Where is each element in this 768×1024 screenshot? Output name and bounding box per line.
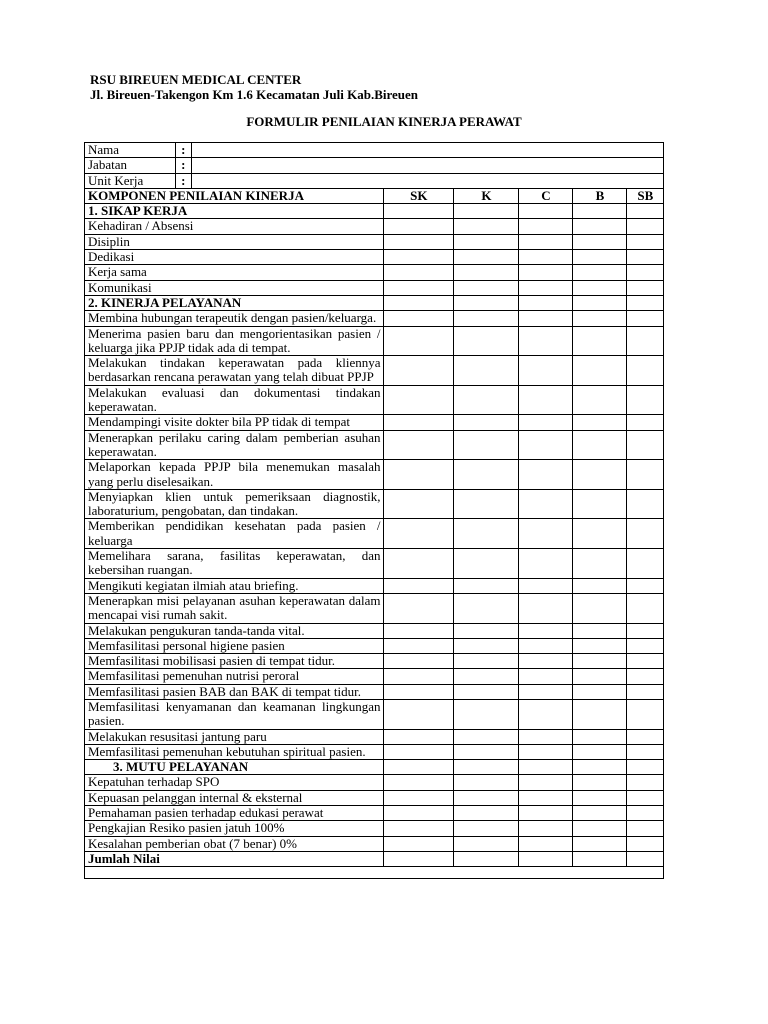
criteria-row (85, 578, 664, 593)
score-cell-c[interactable] (518, 549, 572, 579)
score-cell-b[interactable] (573, 729, 626, 744)
identity-row-unit-kerja (85, 173, 664, 188)
score-cell-sk[interactable] (383, 851, 454, 866)
score-cell-sk[interactable] (383, 234, 454, 249)
criteria-label: Pemahaman pasien terhadap edukasi perawat (85, 806, 384, 821)
score-cell-b[interactable] (573, 744, 626, 759)
score-cell-sb[interactable] (626, 821, 663, 836)
score-cell-c[interactable] (518, 821, 572, 836)
criteria-row (85, 234, 664, 249)
score-cell-sb[interactable] (626, 415, 663, 430)
score-cell-c[interactable] (518, 311, 572, 326)
score-cell-sb[interactable] (626, 684, 663, 699)
score-cell-sb[interactable] (626, 385, 663, 415)
criteria-label: Memfasilitasi kenyamanan dan keamanan lingkungan pasien. (85, 699, 384, 729)
identity-row-jabatan (85, 158, 664, 173)
score-cell-sk[interactable] (383, 326, 454, 356)
score-cell-sk[interactable] (383, 489, 454, 519)
criteria-row (85, 669, 664, 684)
section-row (85, 760, 664, 775)
score-cell-k[interactable] (454, 851, 519, 866)
grade-header-sb: SB (626, 188, 663, 203)
score-cell-k[interactable] (454, 250, 519, 265)
score-cell-sk[interactable] (383, 775, 454, 790)
score-cell-sb[interactable] (626, 489, 663, 519)
criteria-label: Memfasilitasi personal higiene pasien (85, 638, 384, 653)
grade-header-k: K (454, 188, 519, 203)
criteria-row (85, 385, 664, 415)
score-cell-k[interactable] (454, 821, 519, 836)
score-cell-k[interactable] (454, 775, 519, 790)
score-cell-k[interactable] (454, 578, 519, 593)
criteria-label: Kepuasan pelanggan internal & eksternal (85, 790, 384, 805)
score-cell-b[interactable] (573, 806, 626, 821)
identity-label: Jabatan (85, 158, 176, 173)
criteria-label: Mengikuti kegiatan ilmiah atau briefing. (85, 578, 384, 593)
score-cell-k[interactable] (454, 836, 519, 851)
score-cell-sk[interactable] (383, 623, 454, 638)
section-title: 3. MUTU PELAYANAN (85, 760, 384, 775)
score-cell-sb[interactable] (626, 851, 663, 866)
score-cell-c[interactable] (518, 669, 572, 684)
score-cell-sk[interactable] (383, 385, 454, 415)
criteria-label: Melakukan tindakan keperawatan pada kliennya berdasarkan rencana perawatan yang telah dibuat PPJP (85, 356, 384, 386)
score-cell-sk[interactable] (383, 311, 454, 326)
score-cell-sb[interactable] (626, 519, 663, 549)
score-cell-sb[interactable] (626, 760, 663, 775)
score-cell-c[interactable] (518, 638, 572, 653)
score-cell-b[interactable] (573, 311, 626, 326)
score-cell-sk[interactable] (383, 219, 454, 234)
score-cell-c[interactable] (518, 295, 572, 310)
score-cell-sb[interactable] (626, 623, 663, 638)
score-cell-b[interactable] (573, 234, 626, 249)
score-cell-sb[interactable] (626, 265, 663, 280)
score-cell-c[interactable] (518, 265, 572, 280)
score-cell-sb[interactable] (626, 729, 663, 744)
criteria-label: Kehadiran / Absensi (85, 219, 384, 234)
score-cell-sk[interactable] (383, 669, 454, 684)
score-cell-k[interactable] (454, 356, 519, 386)
criteria-label: Memfasilitasi pemenuhan nutrisi peroral (85, 669, 384, 684)
score-cell-c[interactable] (518, 460, 572, 490)
score-cell-k[interactable] (454, 623, 519, 638)
score-cell-k[interactable] (454, 549, 519, 579)
score-cell-b[interactable] (573, 851, 626, 866)
score-cell-c[interactable] (518, 234, 572, 249)
section-row (85, 295, 664, 310)
criteria-label: Melakukan resusitasi jantung paru (85, 729, 384, 744)
criteria-row (85, 654, 664, 669)
score-cell-sb[interactable] (626, 836, 663, 851)
score-cell-b[interactable] (573, 760, 626, 775)
score-cell-c[interactable] (518, 744, 572, 759)
score-cell-sk[interactable] (383, 356, 454, 386)
score-cell-b[interactable] (573, 489, 626, 519)
score-cell-k[interactable] (454, 684, 519, 699)
score-cell-b[interactable] (573, 430, 626, 460)
score-cell-sb[interactable] (626, 250, 663, 265)
criteria-row (85, 593, 664, 623)
criteria-label: Kerja sama (85, 265, 384, 280)
score-cell-sk[interactable] (383, 821, 454, 836)
score-cell-b[interactable] (573, 669, 626, 684)
form-title: FORMULIR PENILAIAN KINERJA PERAWAT (246, 114, 522, 129)
assessment-table-body (85, 143, 664, 879)
score-cell-k[interactable] (454, 430, 519, 460)
score-cell-b[interactable] (573, 415, 626, 430)
score-cell-b[interactable] (573, 821, 626, 836)
score-cell-b[interactable] (573, 699, 626, 729)
score-cell-c[interactable] (518, 430, 572, 460)
score-cell-c[interactable] (518, 790, 572, 805)
criteria-row (85, 684, 664, 699)
criteria-label: Memfasilitasi mobilisasi pasien di tempat tidur. (85, 654, 384, 669)
score-cell-c[interactable] (518, 851, 572, 866)
criteria-row (85, 250, 664, 265)
identity-colon: : (175, 143, 191, 158)
criteria-row (85, 489, 664, 519)
score-cell-k[interactable] (454, 219, 519, 234)
criteria-label: Memfasilitasi pemenuhan kebutuhan spiritual pasien. (85, 744, 384, 759)
identity-colon: : (175, 173, 191, 188)
criteria-label: Melaporkan kepada PPJP bila menemukan masalah yang perlu diselesaikan. (85, 460, 384, 490)
criteria-row (85, 460, 664, 490)
score-cell-sk[interactable] (383, 790, 454, 805)
score-cell-k[interactable] (454, 699, 519, 729)
score-cell-k[interactable] (454, 311, 519, 326)
score-cell-b[interactable] (573, 836, 626, 851)
identity-label: Nama (85, 143, 176, 158)
score-cell-k[interactable] (454, 385, 519, 415)
score-cell-c[interactable] (518, 280, 572, 295)
hospital-address: Jl. Bireuen-Takengon Km 1.6 Kecamatan Juli Kab.Bireuen (90, 87, 419, 102)
score-cell-sk[interactable] (383, 549, 454, 579)
criteria-row (85, 356, 664, 386)
identity-row-nama (85, 143, 664, 158)
score-cell-c[interactable] (518, 415, 572, 430)
score-cell-sk[interactable] (383, 836, 454, 851)
score-cell-sk[interactable] (383, 654, 454, 669)
score-cell-b[interactable] (573, 623, 626, 638)
score-cell-sk[interactable] (383, 415, 454, 430)
total-label: Jumlah Nilai (85, 851, 384, 866)
score-cell-k[interactable] (454, 326, 519, 356)
score-cell-c[interactable] (518, 326, 572, 356)
criteria-label: Membina hubungan terapeutik dengan pasien/keluarga. (85, 311, 384, 326)
score-cell-sk[interactable] (383, 744, 454, 759)
score-cell-b[interactable] (573, 204, 626, 219)
score-cell-sk[interactable] (383, 699, 454, 729)
score-cell-c[interactable] (518, 775, 572, 790)
score-cell-sb[interactable] (626, 219, 663, 234)
score-cell-sb[interactable] (626, 638, 663, 653)
score-cell-c[interactable] (518, 806, 572, 821)
score-cell-c[interactable] (518, 219, 572, 234)
criteria-label: Menerima pasien baru dan mengorientasikan pasien / keluarga jika PPJP tidak ada di tempat. (85, 326, 384, 356)
criteria-row (85, 775, 664, 790)
criteria-label: Memelihara sarana, fasilitas keperawatan, dan kebersihan ruangan. (85, 549, 384, 579)
component-header: KOMPONEN PENILAIAN KINERJA (85, 188, 384, 203)
criteria-row (85, 623, 664, 638)
score-cell-sb[interactable] (626, 744, 663, 759)
score-cell-k[interactable] (454, 489, 519, 519)
score-cell-sk[interactable] (383, 578, 454, 593)
score-cell-sb[interactable] (626, 280, 663, 295)
score-cell-k[interactable] (454, 760, 519, 775)
score-cell-c[interactable] (518, 654, 572, 669)
score-cell-b[interactable] (573, 578, 626, 593)
criteria-label: Melakukan evaluasi dan dokumentasi tindakan keperawatan. (85, 385, 384, 415)
blank-row (85, 867, 664, 879)
score-cell-sb[interactable] (626, 669, 663, 684)
score-cell-sk[interactable] (383, 760, 454, 775)
score-cell-sb[interactable] (626, 593, 663, 623)
score-cell-sb[interactable] (626, 460, 663, 490)
score-cell-b[interactable] (573, 250, 626, 265)
score-cell-k[interactable] (454, 204, 519, 219)
score-cell-sb[interactable] (626, 234, 663, 249)
score-cell-c[interactable] (518, 729, 572, 744)
score-cell-k[interactable] (454, 669, 519, 684)
score-cell-c[interactable] (518, 623, 572, 638)
score-cell-sk[interactable] (383, 250, 454, 265)
score-cell-b[interactable] (573, 460, 626, 490)
jabatan-field[interactable] (191, 158, 663, 173)
score-cell-c[interactable] (518, 519, 572, 549)
identity-label: Unit Kerja (85, 173, 176, 188)
criteria-row (85, 744, 664, 759)
score-cell-b[interactable] (573, 593, 626, 623)
score-cell-b[interactable] (573, 326, 626, 356)
criteria-label: Komunikasi (85, 280, 384, 295)
criteria-row (85, 265, 664, 280)
criteria-row (85, 430, 664, 460)
score-cell-sk[interactable] (383, 638, 454, 653)
nama-field[interactable] (191, 143, 663, 158)
score-cell-k[interactable] (454, 519, 519, 549)
score-cell-sb[interactable] (626, 356, 663, 386)
grade-header-b: B (573, 188, 626, 203)
criteria-label: Memfasilitasi pasien BAB dan BAK di tempat tidur. (85, 684, 384, 699)
criteria-row (85, 729, 664, 744)
score-cell-b[interactable] (573, 385, 626, 415)
score-cell-sb[interactable] (626, 549, 663, 579)
score-cell-b[interactable] (573, 219, 626, 234)
score-cell-sb[interactable] (626, 326, 663, 356)
score-cell-b[interactable] (573, 549, 626, 579)
criteria-row (85, 280, 664, 295)
score-cell-sk[interactable] (383, 265, 454, 280)
score-cell-c[interactable] (518, 250, 572, 265)
score-cell-sk[interactable] (383, 519, 454, 549)
criteria-label: Melakukan pengukuran tanda-tanda vital. (85, 623, 384, 638)
criteria-label: Memberikan pendidikan kesehatan pada pasien / keluarga (85, 519, 384, 549)
criteria-row (85, 638, 664, 653)
score-cell-c[interactable] (518, 760, 572, 775)
score-cell-k[interactable] (454, 280, 519, 295)
score-cell-sb[interactable] (626, 578, 663, 593)
score-cell-sb[interactable] (626, 775, 663, 790)
score-cell-k[interactable] (454, 415, 519, 430)
score-cell-sb[interactable] (626, 311, 663, 326)
score-cell-c[interactable] (518, 684, 572, 699)
section-title: 2. KINERJA PELAYANAN (85, 295, 384, 310)
score-cell-c[interactable] (518, 385, 572, 415)
unit-kerja-field[interactable] (191, 173, 663, 188)
score-cell-c[interactable] (518, 489, 572, 519)
score-cell-k[interactable] (454, 593, 519, 623)
score-cell-sk[interactable] (383, 460, 454, 490)
blank-cell (85, 867, 664, 879)
score-cell-k[interactable] (454, 638, 519, 653)
criteria-row (85, 821, 664, 836)
score-cell-b[interactable] (573, 790, 626, 805)
section-title: 1. SIKAP KERJA (85, 204, 384, 219)
criteria-label: Menerapkan perilaku caring dalam pemberian asuhan keperawatan. (85, 430, 384, 460)
score-cell-sb[interactable] (626, 430, 663, 460)
criteria-row (85, 311, 664, 326)
criteria-row (85, 790, 664, 805)
grade-header-sk: SK (383, 188, 454, 203)
criteria-label: Kepatuhan terhadap SPO (85, 775, 384, 790)
score-cell-sb[interactable] (626, 806, 663, 821)
score-cell-c[interactable] (518, 578, 572, 593)
score-cell-b[interactable] (573, 265, 626, 280)
criteria-row (85, 519, 664, 549)
criteria-label: Pengkajian Resiko pasien jatuh 100% (85, 821, 384, 836)
score-cell-c[interactable] (518, 699, 572, 729)
score-cell-sb[interactable] (626, 204, 663, 219)
criteria-row (85, 836, 664, 851)
score-cell-sk[interactable] (383, 204, 454, 219)
score-cell-sb[interactable] (626, 295, 663, 310)
score-cell-b[interactable] (573, 356, 626, 386)
score-cell-b[interactable] (573, 295, 626, 310)
identity-colon: : (175, 158, 191, 173)
score-cell-c[interactable] (518, 356, 572, 386)
score-cell-b[interactable] (573, 654, 626, 669)
score-cell-c[interactable] (518, 836, 572, 851)
criteria-row (85, 549, 664, 579)
section-row (85, 204, 664, 219)
score-cell-k[interactable] (454, 806, 519, 821)
score-cell-c[interactable] (518, 204, 572, 219)
criteria-label: Menyiapkan klien untuk pemeriksaan diagnostik, laboraturium, pengobatan, dan tindakan. (85, 489, 384, 519)
score-cell-sk[interactable] (383, 295, 454, 310)
score-cell-b[interactable] (573, 638, 626, 653)
criteria-row (85, 415, 664, 430)
criteria-label: Disiplin (85, 234, 384, 249)
grade-header-c: C (518, 188, 572, 203)
score-cell-sk[interactable] (383, 684, 454, 699)
total-row (85, 851, 664, 866)
criteria-row (85, 699, 664, 729)
criteria-row (85, 806, 664, 821)
score-cell-b[interactable] (573, 775, 626, 790)
criteria-label: Mendampingi visite dokter bila PP tidak di tempat (85, 415, 384, 430)
criteria-row (85, 326, 664, 356)
score-cell-sk[interactable] (383, 593, 454, 623)
score-cell-k[interactable] (454, 460, 519, 490)
criteria-row (85, 219, 664, 234)
score-cell-sk[interactable] (383, 280, 454, 295)
assessment-table (84, 142, 664, 879)
score-cell-sb[interactable] (626, 654, 663, 669)
score-cell-sb[interactable] (626, 790, 663, 805)
table-header-row (85, 188, 664, 203)
score-cell-b[interactable] (573, 519, 626, 549)
score-cell-c[interactable] (518, 593, 572, 623)
score-cell-k[interactable] (454, 744, 519, 759)
score-cell-sk[interactable] (383, 430, 454, 460)
score-cell-b[interactable] (573, 280, 626, 295)
score-cell-sk[interactable] (383, 729, 454, 744)
score-cell-k[interactable] (454, 295, 519, 310)
score-cell-sb[interactable] (626, 699, 663, 729)
criteria-label: Menerapkan misi pelayanan asuhan keperawatan dalam mencapai visi rumah sakit. (85, 593, 384, 623)
score-cell-sk[interactable] (383, 806, 454, 821)
score-cell-k[interactable] (454, 234, 519, 249)
score-cell-k[interactable] (454, 654, 519, 669)
hospital-name: RSU BIREUEN MEDICAL CENTER (90, 72, 302, 87)
score-cell-k[interactable] (454, 790, 519, 805)
score-cell-b[interactable] (573, 684, 626, 699)
score-cell-k[interactable] (454, 729, 519, 744)
criteria-label: Dedikasi (85, 250, 384, 265)
criteria-label: Kesalahan pemberian obat (7 benar) 0% (85, 836, 384, 851)
score-cell-k[interactable] (454, 265, 519, 280)
